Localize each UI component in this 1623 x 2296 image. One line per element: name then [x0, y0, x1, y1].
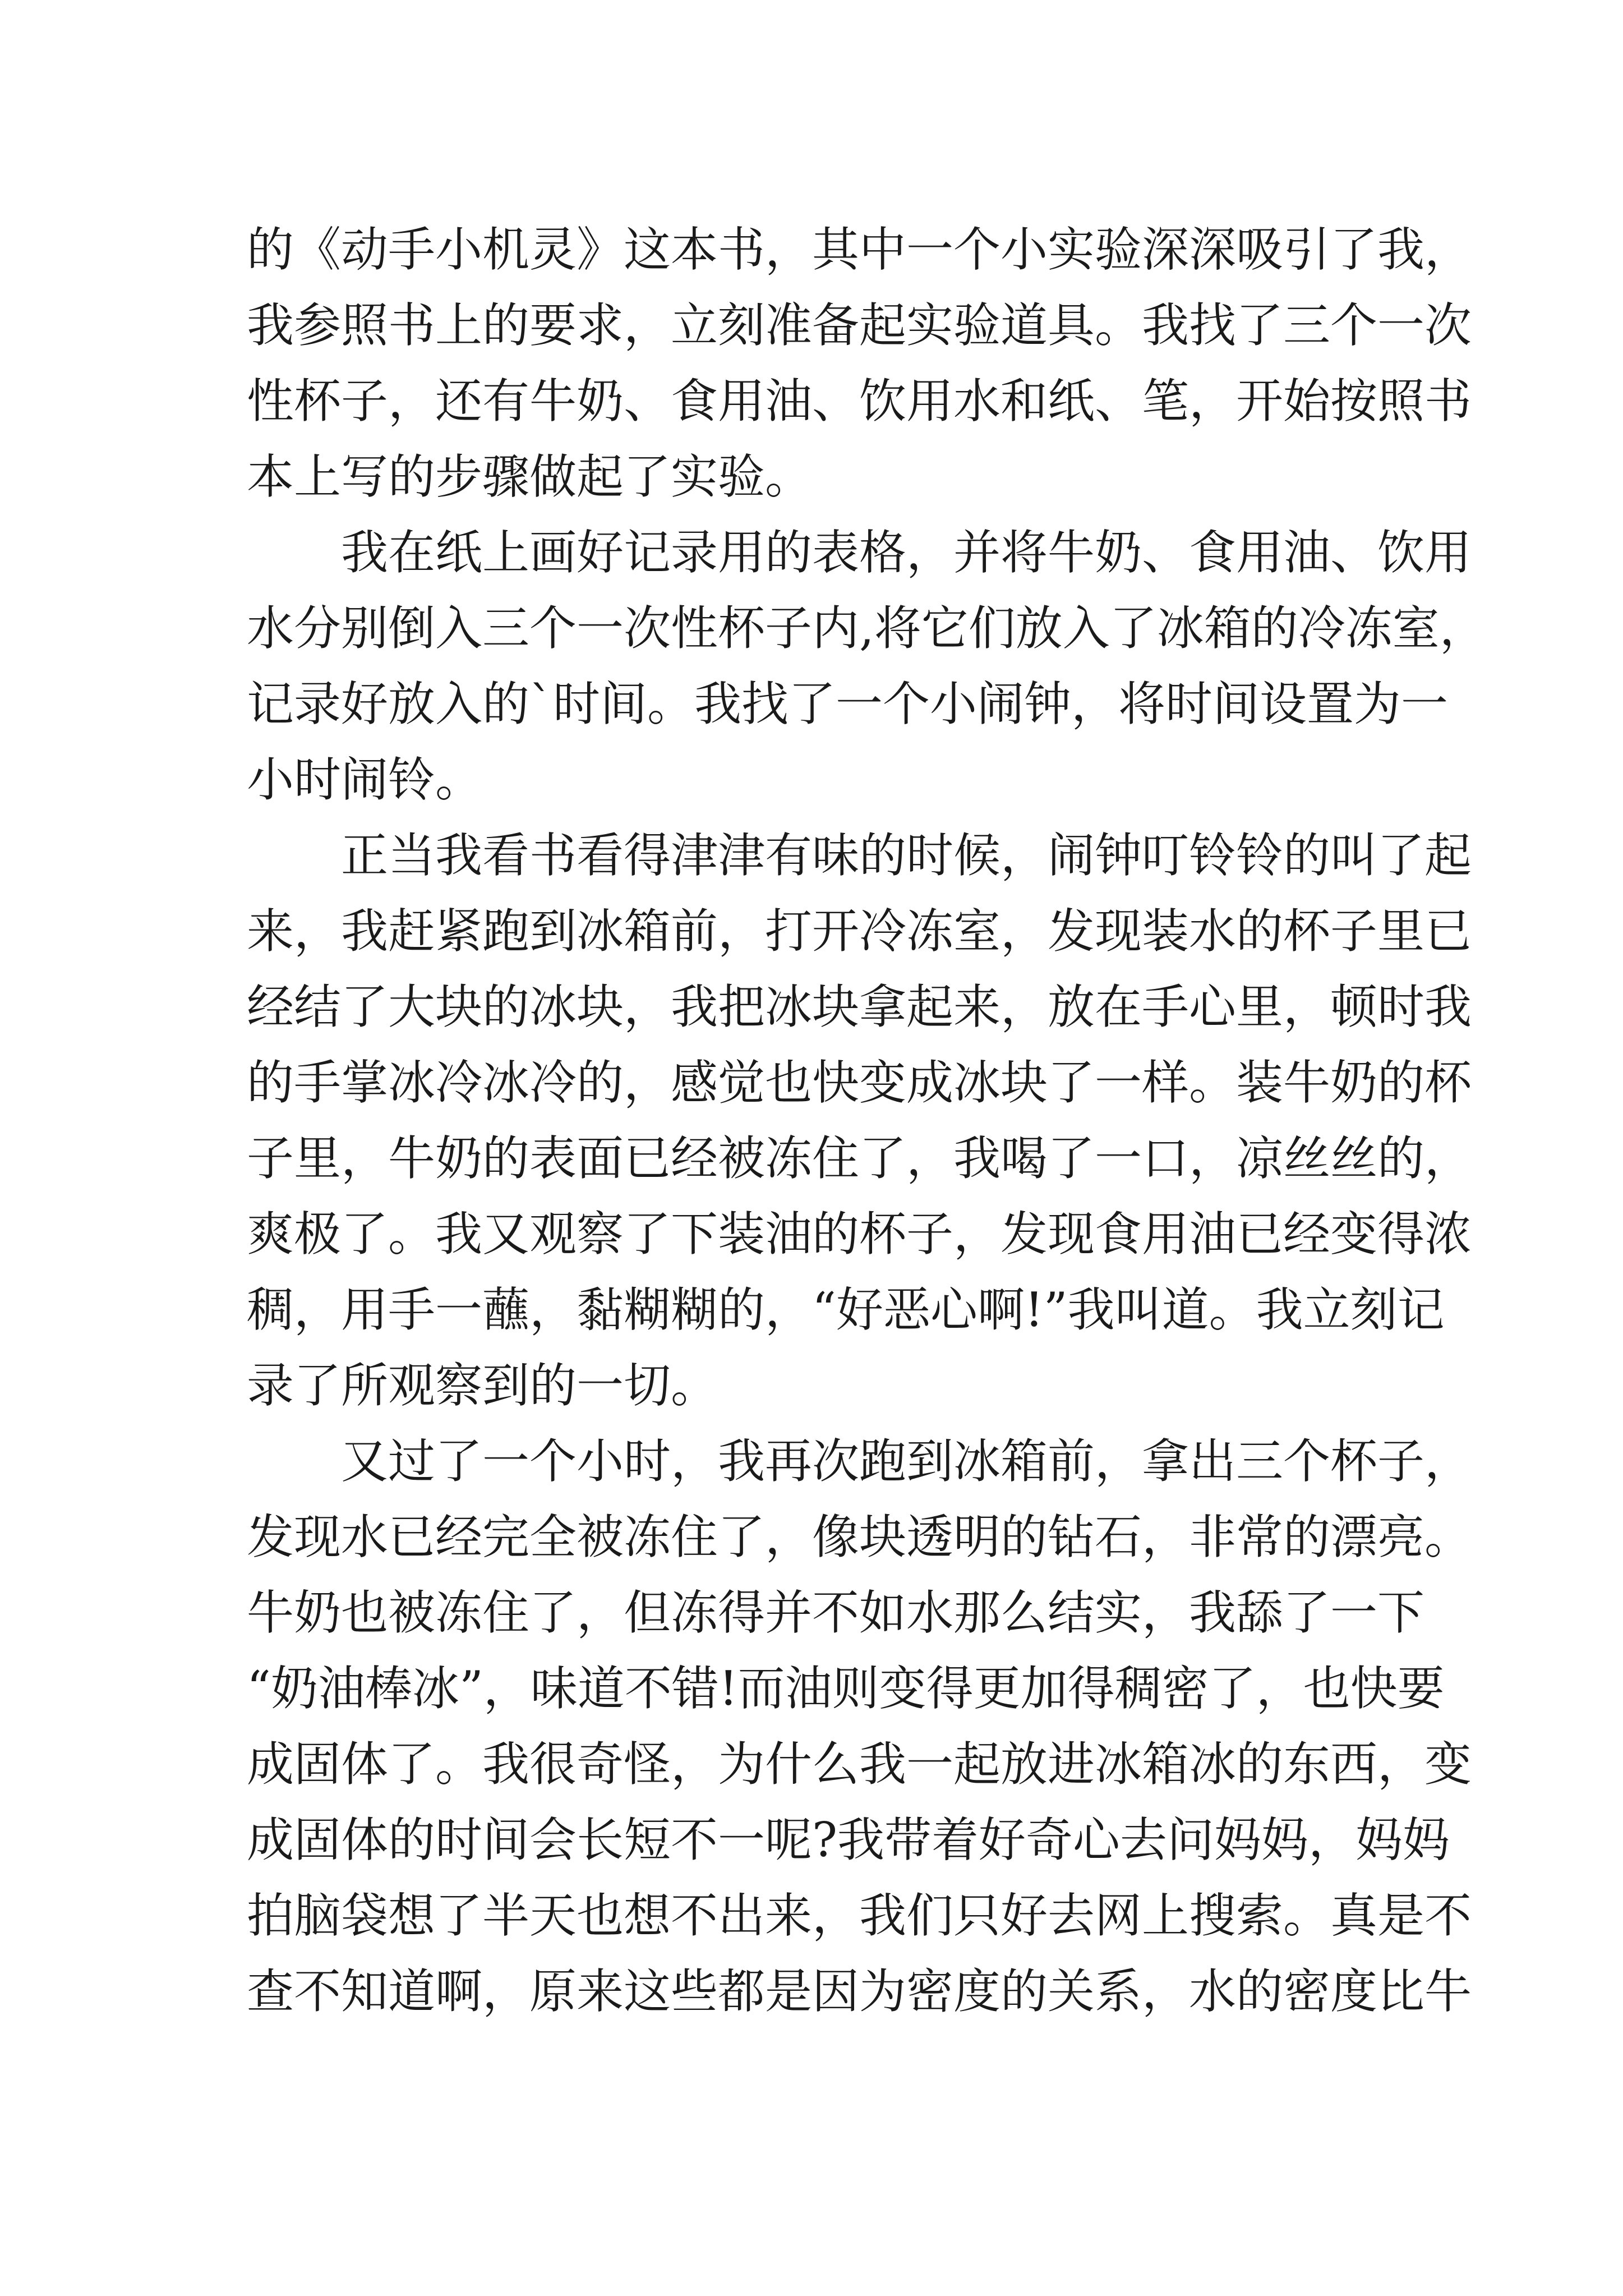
- text-line: 子里，牛奶的表面已经被冻住了，我喝了一口，凉丝丝的，: [247, 1131, 1472, 1186]
- text-line: 经结了大块的冰块，我把冰块拿起来，放在手心里，顿时我: [247, 979, 1472, 1034]
- paragraph-1: [247, 212, 1472, 515]
- text-line: 又过了一个小时，我再次跑到冰箱前，拿出三个杯子，: [341, 1434, 1472, 1489]
- text-line: 我参照书上的要求，立刻准备起实验道具。我找了三个一次: [247, 298, 1472, 353]
- text-line: “奶油棒冰”，味道不错!而油则变得更加得稠密了，也快要: [247, 1661, 1445, 1716]
- document-body: [247, 212, 1487, 2030]
- text-line: 录了所观察到的一切。: [247, 1358, 718, 1413]
- paragraph-4: [247, 1424, 1472, 2030]
- text-line: 记录好放入的`时间。我找了一个小闹钟，将时间设置为一: [247, 677, 1449, 731]
- text-line: 小时闹铃。: [247, 752, 483, 807]
- text-line: 牛奶也被冻住了，但冻得并不如水那么结实，我舔了一下: [247, 1585, 1425, 1640]
- text-line: 成固体了。我很奇怪，为什么我一起放进冰箱冰的东西，变: [247, 1737, 1472, 1792]
- text-line: 本上写的步骤做起了实验。: [247, 449, 813, 504]
- text-line: 发现水已经完全被冻住了，像块透明的钻石，非常的漂亮。: [247, 1510, 1472, 1565]
- text-line: 的《动手小机灵》这本书，其中一个小实验深深吸引了我，: [247, 222, 1472, 277]
- text-line: 性杯子，还有牛奶、食用油、饮用水和纸、笔，开始按照书: [247, 374, 1472, 429]
- text-line: 水分别倒入三个一次性杯子内,将它们放入了冰箱的冷冻室，: [247, 601, 1487, 656]
- text-line: 查不知道啊，原来这些都是因为密度的关系，水的密度比牛: [247, 1964, 1472, 2019]
- text-line: 拍脑袋想了半天也想不出来，我们只好去网上搜索。真是不: [247, 1888, 1472, 1943]
- text-line: 的手掌冰冷冰冷的，感觉也快变成冰块了一样。装牛奶的杯: [247, 1055, 1472, 1110]
- text-line: 成固体的时间会长短不一呢?我带着好奇心去问妈妈，妈妈: [247, 1812, 1450, 1867]
- text-line: 正当我看书看得津津有味的时候，闹钟叮铃铃的叫了起: [341, 828, 1472, 883]
- text-line: 我在纸上画好记录用的表格，并将牛奶、食用油、饮用: [341, 525, 1472, 580]
- paragraph-3: [247, 818, 1472, 1424]
- paragraph-2: [247, 515, 1487, 818]
- text-line: 稠，用手一蘸，黏糊糊的，“好恶心啊!”我叫道。我立刻记: [247, 1282, 1445, 1337]
- text-line: 爽极了。我又观察了下装油的杯子，发现食用油已经变得浓: [247, 1207, 1472, 1262]
- text-line: 来，我赶紧跑到冰箱前，打开冷冻室，发现装水的杯子里已: [247, 904, 1472, 959]
